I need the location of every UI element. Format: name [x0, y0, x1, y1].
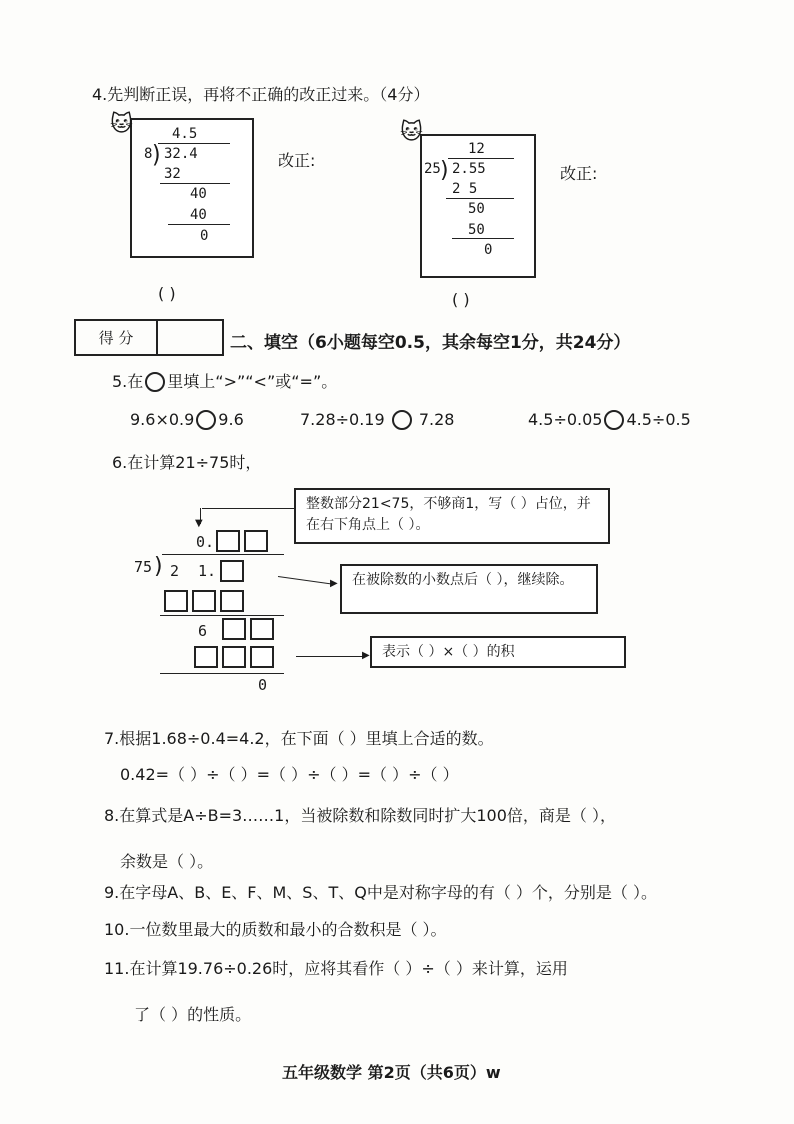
- q4-right-divisor: 25: [424, 161, 441, 177]
- q5-item-3-left: 4.5÷0.05: [528, 410, 603, 429]
- q6-line-1: [160, 615, 284, 616]
- q7-line2: 0.42=（ ）÷（ ）=（ ）÷（ ）=（ ）÷（ ）: [120, 765, 459, 784]
- q4-left-dividend: 32.4: [164, 146, 198, 162]
- q4-right-step2: 50: [468, 201, 485, 217]
- q4-right-step3: 50: [468, 222, 485, 238]
- section2-title: 二、填空（6小题每空0.5，其余每空1分，共24分）: [230, 333, 631, 353]
- q4-right-fix-label: 改正:: [560, 164, 598, 183]
- q6-arrow-1-h: [202, 508, 294, 509]
- arrow-down-icon: ▼: [195, 518, 203, 529]
- q4-left-line2: [168, 224, 230, 225]
- cat-icon: 🐱: [110, 112, 133, 137]
- arrow-right-icon: ▶: [330, 578, 338, 589]
- q6-prompt: 6.在计算21÷75时，: [112, 453, 262, 472]
- q5-item-2-right: 7.28: [418, 410, 455, 429]
- q6-dividend-b: 1.: [198, 562, 217, 580]
- q6-callout-3: 表示（ ）×（ ）的积: [370, 636, 626, 668]
- q5-item-3: [528, 410, 691, 430]
- q5-item-1-circle[interactable]: [196, 410, 216, 430]
- q4-left-fix-label: 改正:: [278, 151, 316, 170]
- q5-item-1-right: 9.6: [218, 410, 244, 429]
- q6-divisor: 75: [134, 558, 153, 576]
- q4-right-line2: [452, 238, 514, 239]
- q5-prompt-b: 里填上“>”“<”或“=”。: [167, 372, 338, 391]
- q4-title: 4.先判断正误，再将不正确的改正过来。（4分）: [92, 85, 430, 104]
- q5-item-2-left: 7.28÷0.19: [300, 410, 385, 429]
- q5-item-2: [300, 410, 454, 430]
- q4-left-judge-blank[interactable]: ( ): [158, 284, 176, 303]
- q4-right-dividend: 2.55: [452, 161, 486, 177]
- q6-box-q2[interactable]: [244, 530, 268, 552]
- q6-box-r2b[interactable]: [250, 618, 274, 640]
- q6-quotient-start: 0.: [196, 533, 215, 551]
- q10-line: 10.一位数里最大的质数和最小的合数积是（ ）。: [104, 920, 447, 939]
- q5-item-3-right: 4.5÷0.5: [626, 410, 691, 429]
- q4-left-line1: [160, 183, 230, 184]
- arrow-right-icon: ▶: [362, 650, 370, 661]
- q6-box-r3a[interactable]: [194, 646, 218, 668]
- score-blank[interactable]: [158, 321, 222, 354]
- score-table: [74, 319, 224, 356]
- q4-left-bracket: ): [152, 141, 161, 170]
- q5-item-3-circle[interactable]: [604, 410, 624, 430]
- q4-left-quotient: 4.5: [172, 126, 198, 142]
- q8-line2: 余数是（ ）。: [120, 852, 214, 871]
- q6-box-r1a[interactable]: [164, 590, 188, 612]
- q4-left-step2: 40: [190, 186, 207, 202]
- q6-box-r3b[interactable]: [222, 646, 246, 668]
- q4-right-remainder: 0: [484, 242, 493, 258]
- q4-right-bracket: ): [440, 158, 449, 183]
- q4-left-bar: [158, 143, 230, 144]
- q6-box-r3c[interactable]: [250, 646, 274, 668]
- q4-right-judge-blank[interactable]: ( ): [452, 290, 470, 309]
- q6-line-2: [160, 673, 284, 674]
- q6-arrow-3: [296, 656, 364, 657]
- q6-bracket: ): [154, 554, 163, 579]
- q6-row3-digit: 6: [198, 622, 208, 640]
- q4-left-step3: 40: [190, 207, 207, 223]
- q5-item-2-circle[interactable]: [392, 410, 412, 430]
- score-label: 得 分: [76, 321, 158, 354]
- q5-prompt: [112, 369, 337, 392]
- page-footer: 五年级数学 第2页（共6页）w: [282, 1063, 501, 1082]
- q6-division-bar: [162, 554, 284, 555]
- q4-right-step1: 2 5: [452, 181, 478, 197]
- q9-line: 9.在字母A、B、E、F、M、S、T、Q中是对称字母的有（ ）个，分别是（ ）。: [104, 883, 658, 902]
- q5-item-1-left: 9.6×0.9: [130, 410, 195, 429]
- q4-right-quotient: 12: [468, 141, 485, 157]
- q6-arrow-2: [278, 576, 334, 585]
- q5-item-1: [130, 410, 244, 430]
- q11-line2: 了（ ）的性质。: [134, 1005, 252, 1024]
- q6-box-d1[interactable]: [220, 560, 244, 582]
- q8-line1: 8.在算式是A÷B=3……1，当被除数和除数同时扩大100倍，商是（ ），: [104, 806, 616, 825]
- q4-right-bar: [448, 158, 514, 159]
- q6-remainder: 0: [258, 676, 268, 694]
- q4-left-divisor: 8: [144, 146, 153, 162]
- q6-box-q1[interactable]: [216, 530, 240, 552]
- q4-right-line1: [446, 198, 514, 199]
- cat-icon: 🐱: [400, 120, 423, 145]
- q11-line1: 11.在计算19.76÷0.26时，应将其看作（ ）÷（ ）来计算，运用: [104, 959, 568, 978]
- q6-callout-1: 整数部分21<75，不够商1，写（ ）占位，并在右下角点上（ ）。: [294, 488, 610, 544]
- q5-prompt-a: 5.在: [112, 372, 144, 391]
- q6-callout-2: 在被除数的小数点后（ ），继续除。: [340, 564, 598, 614]
- q6-dividend-a: 2: [170, 562, 180, 580]
- q6-box-r2a[interactable]: [222, 618, 246, 640]
- q4-left-step1: 32: [164, 166, 181, 182]
- q6-box-r1c[interactable]: [220, 590, 244, 612]
- q4-left-remainder: 0: [200, 228, 209, 244]
- circle-placeholder-icon: [145, 372, 165, 392]
- q6-box-r1b[interactable]: [192, 590, 216, 612]
- q7-line1: 7.根据1.68÷0.4=4.2，在下面（ ）里填上合适的数。: [104, 729, 494, 748]
